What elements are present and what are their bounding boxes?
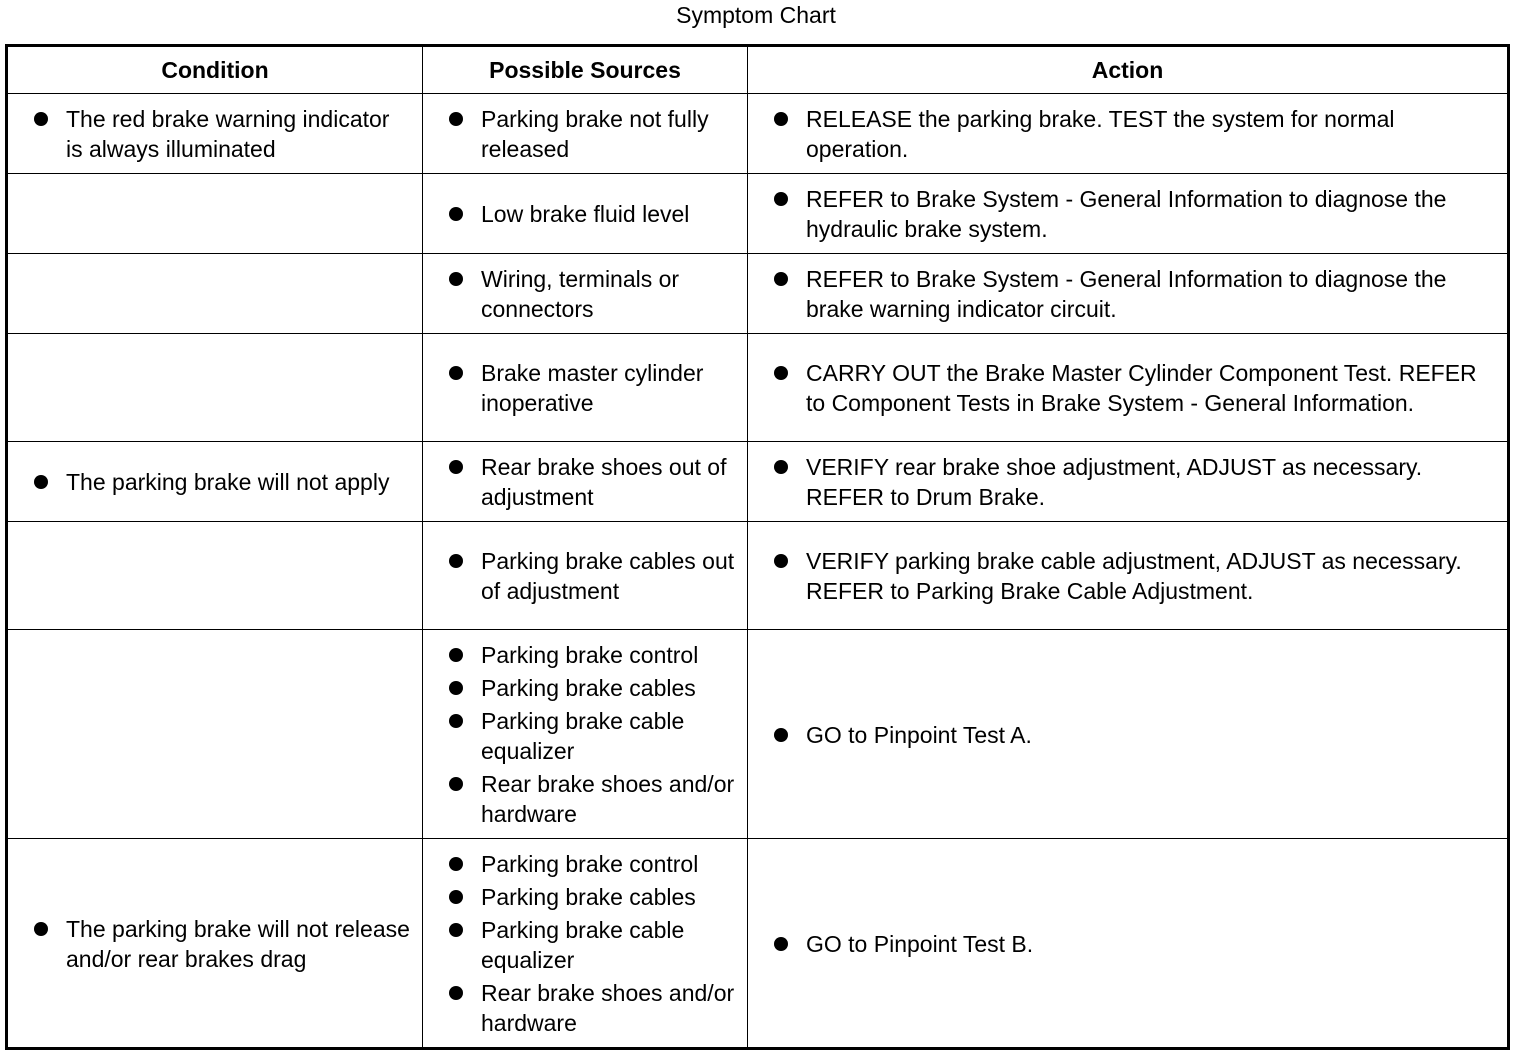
list-item bbox=[772, 929, 1497, 959]
item-text: CARRY OUT the Brake Master Cylinder Component Test. REFER to Component Tests in Brake System - General Information. bbox=[806, 360, 1477, 416]
sources-cell bbox=[423, 94, 748, 174]
list-item bbox=[772, 184, 1497, 244]
item-text: Parking brake control bbox=[481, 642, 699, 668]
bullet-icon bbox=[34, 922, 48, 936]
table-row bbox=[7, 254, 1509, 334]
bullet-icon bbox=[449, 777, 463, 791]
bullet-icon bbox=[34, 475, 48, 489]
bullet-list bbox=[447, 452, 737, 512]
item-text: Parking brake cable equalizer bbox=[481, 917, 685, 973]
bullet-icon bbox=[449, 272, 463, 286]
table-body bbox=[7, 94, 1509, 1049]
table-row bbox=[7, 174, 1509, 254]
list-item bbox=[447, 546, 737, 606]
list-item bbox=[772, 264, 1497, 324]
bullet-list bbox=[772, 452, 1497, 512]
bullet-list bbox=[447, 358, 737, 418]
bullet-list bbox=[32, 467, 412, 497]
list-item bbox=[772, 104, 1497, 164]
item-text: RELEASE the parking brake. TEST the system for normal operation. bbox=[806, 106, 1395, 162]
bullet-icon bbox=[449, 986, 463, 1000]
condition-cell bbox=[7, 254, 423, 334]
item-text: VERIFY parking brake cable adjustment, ADJUST as necessary. REFER to Parking Brake Cable Adjustment. bbox=[806, 548, 1462, 604]
bullet-list bbox=[447, 849, 737, 1038]
action-cell bbox=[748, 630, 1509, 839]
item-text: Parking brake cables bbox=[481, 884, 696, 910]
list-item bbox=[447, 673, 737, 703]
bullet-list bbox=[772, 184, 1497, 244]
list-item bbox=[447, 915, 737, 975]
condition-cell bbox=[7, 442, 423, 522]
table-row bbox=[7, 522, 1509, 630]
table-row bbox=[7, 334, 1509, 442]
header-possible-sources: Possible Sources bbox=[423, 46, 748, 94]
item-text: Parking brake cables bbox=[481, 675, 696, 701]
bullet-icon bbox=[774, 192, 788, 206]
bullet-icon bbox=[449, 366, 463, 380]
table-row bbox=[7, 839, 1509, 1049]
sources-cell bbox=[423, 254, 748, 334]
list-item bbox=[447, 264, 737, 324]
list-item bbox=[447, 358, 737, 418]
list-item bbox=[772, 720, 1497, 750]
table-row bbox=[7, 94, 1509, 174]
bullet-list bbox=[447, 104, 737, 164]
bullet-icon bbox=[774, 937, 788, 951]
header-action: Action bbox=[748, 46, 1509, 94]
item-text: Rear brake shoes and/or hardware bbox=[481, 771, 735, 827]
list-item bbox=[447, 640, 737, 670]
bullet-icon bbox=[774, 728, 788, 742]
sources-cell bbox=[423, 174, 748, 254]
item-text: Wiring, terminals or connectors bbox=[481, 266, 680, 322]
list-item bbox=[447, 104, 737, 164]
item-text: The red brake warning indicator is always illuminated bbox=[66, 106, 390, 162]
bullet-icon bbox=[774, 554, 788, 568]
item-text: The parking brake will not apply bbox=[66, 469, 390, 495]
list-item bbox=[447, 882, 737, 912]
item-text: The parking brake will not release and/or rear brakes drag bbox=[66, 915, 410, 972]
item-text: Brake master cylinder inoperative bbox=[481, 360, 704, 416]
list-item bbox=[32, 467, 412, 497]
list-item bbox=[447, 769, 737, 829]
item-text: REFER to Brake System - General Information to diagnose the hydraulic brake system. bbox=[806, 186, 1447, 242]
list-item bbox=[32, 914, 412, 974]
item-text: GO to Pinpoint Test B. bbox=[806, 930, 1034, 957]
condition-cell bbox=[7, 839, 423, 1049]
bullet-list bbox=[772, 104, 1497, 164]
bullet-list bbox=[772, 720, 1497, 750]
list-item bbox=[447, 452, 737, 512]
bullet-list bbox=[447, 199, 737, 229]
item-text: Parking brake control bbox=[481, 851, 699, 877]
chart-title: Symptom Chart bbox=[676, 2, 836, 28]
condition-cell bbox=[7, 630, 423, 839]
bullet-icon bbox=[449, 554, 463, 568]
sources-cell bbox=[423, 630, 748, 839]
bullet-list bbox=[447, 264, 737, 324]
bullet-icon bbox=[774, 366, 788, 380]
action-cell bbox=[748, 94, 1509, 174]
action-cell bbox=[748, 174, 1509, 254]
bullet-icon bbox=[449, 714, 463, 728]
bullet-icon bbox=[34, 112, 48, 126]
item-text: Rear brake shoes and/or hardware bbox=[481, 980, 735, 1036]
action-cell bbox=[748, 442, 1509, 522]
list-item bbox=[447, 199, 737, 229]
bullet-icon bbox=[449, 648, 463, 662]
list-item bbox=[447, 706, 737, 766]
item-text: Parking brake cable equalizer bbox=[481, 708, 685, 764]
bullet-list bbox=[447, 546, 737, 606]
list-item bbox=[32, 104, 412, 164]
action-cell bbox=[748, 839, 1509, 1049]
bullet-icon bbox=[774, 272, 788, 286]
condition-cell bbox=[7, 334, 423, 442]
list-item bbox=[772, 358, 1497, 418]
item-text: GO to Pinpoint Test A. bbox=[806, 721, 1032, 748]
item-text: Parking brake cables out of adjustment bbox=[481, 548, 735, 604]
condition-cell bbox=[7, 174, 423, 254]
item-text: VERIFY rear brake shoe adjustment, ADJUST as necessary. REFER to Drum Brake. bbox=[806, 454, 1423, 510]
bullet-icon bbox=[449, 857, 463, 871]
bullet-list bbox=[32, 104, 412, 164]
header-condition: Condition bbox=[7, 46, 423, 94]
item-text: REFER to Brake System - General Information to diagnose the brake warning indicator circuit. bbox=[806, 266, 1447, 322]
bullet-icon bbox=[449, 923, 463, 937]
list-item bbox=[772, 546, 1497, 606]
list-item bbox=[447, 849, 737, 879]
sources-cell bbox=[423, 334, 748, 442]
condition-cell bbox=[7, 522, 423, 630]
condition-cell bbox=[7, 94, 423, 174]
header-row bbox=[7, 46, 1509, 94]
item-text: Parking brake not fully released bbox=[481, 106, 709, 162]
sources-cell bbox=[423, 839, 748, 1049]
action-cell bbox=[748, 522, 1509, 630]
item-text: Low brake fluid level bbox=[481, 201, 690, 227]
bullet-icon bbox=[774, 112, 788, 126]
action-cell bbox=[748, 254, 1509, 334]
table-row bbox=[7, 630, 1509, 839]
sources-cell bbox=[423, 442, 748, 522]
bullet-list bbox=[772, 546, 1497, 606]
bullet-icon bbox=[449, 681, 463, 695]
bullet-list bbox=[447, 640, 737, 829]
bullet-icon bbox=[449, 890, 463, 904]
action-cell bbox=[748, 334, 1509, 442]
symptom-table bbox=[5, 44, 1510, 1050]
bullet-icon bbox=[774, 460, 788, 474]
list-item bbox=[772, 452, 1497, 512]
bullet-icon bbox=[449, 112, 463, 126]
table-row bbox=[7, 442, 1509, 522]
item-text: Rear brake shoes out of adjustment bbox=[481, 454, 727, 510]
bullet-list bbox=[772, 358, 1497, 418]
list-item bbox=[447, 978, 737, 1038]
bullet-icon bbox=[449, 460, 463, 474]
sources-cell bbox=[423, 522, 748, 630]
bullet-list bbox=[32, 914, 412, 974]
bullet-list bbox=[772, 929, 1497, 959]
bullet-icon bbox=[449, 207, 463, 221]
bullet-list bbox=[772, 264, 1497, 324]
